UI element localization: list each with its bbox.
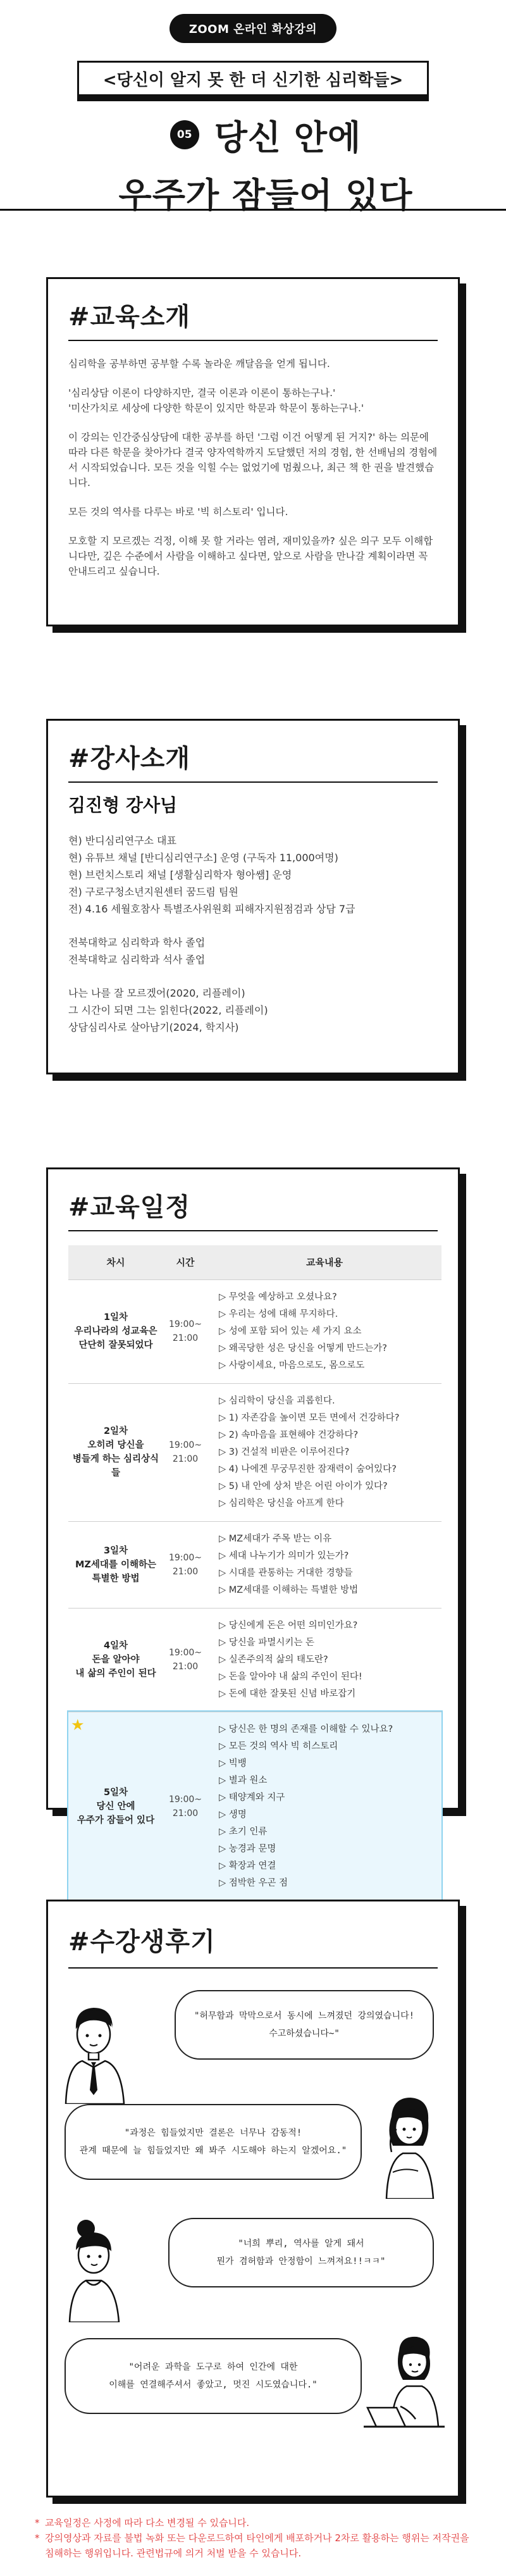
schedule-header-row [68, 1245, 441, 1279]
session-title-line: 돈을 알아야 [92, 1655, 140, 1665]
session-title-line: 병들게 하는 심리상식들 [72, 1454, 159, 1478]
session-title [68, 1712, 163, 1901]
book-item: 그 시간이 되면 그는 읽힌다(2022, 리플레이) [68, 1004, 268, 1016]
review-line: 관계 때문에 늘 힘들었지만 왜 봐주 시도해야 하는지 알겠어요." [79, 2146, 347, 2156]
hero-divider [0, 209, 506, 211]
schedule-row [68, 1521, 441, 1608]
session-content-item: ▷ 확장과 연결 [219, 1860, 276, 1871]
intro-paragraph: 모호할 지 모르겠는 걱정, 이해 못 할 거라는 염려, 재미있을까? 싶은 의구 모두 이해합니다만, 깊은 수준에서 사람을 이해하고 싶다면, 앞으로 사람을 만나갈 계획이라면 꼭 안내드리고 싶습니다. [68, 535, 433, 577]
session-content-item: ▷ MZ세대를 이해하는 특별한 방법 [219, 1584, 359, 1595]
books-list [68, 985, 438, 1036]
student-woman-bun-illustration [54, 2215, 137, 2322]
instructor-name: 김진형 강사님 [68, 795, 178, 816]
session-content-item: ▷ 당신을 파멸시키는 돈 [219, 1637, 315, 1648]
session-content-item: ▷ 당신에게 돈은 어떤 의미인가요? [219, 1620, 358, 1631]
review-bubble [65, 2104, 362, 2180]
star-icon: ★ [71, 1715, 85, 1734]
session-time-line: 19:00~ [168, 1552, 202, 1563]
session-title-line: 단단히 잘못되었다 [78, 1340, 153, 1350]
session-content-item: ▷ 우리는 성에 대해 무지하다. [219, 1309, 338, 1319]
session-title-line: 5일차 [103, 1787, 128, 1798]
session-contents [207, 1712, 441, 1901]
schedule-row [68, 1279, 441, 1383]
session-content-item: ▷ 왜곡당한 성은 당신을 어떻게 만드는가? [219, 1343, 388, 1353]
session-title-line: 우주가 잠들어 있다 [77, 1815, 155, 1826]
schedule-row [68, 1608, 441, 1712]
session-content-item: ▷ 돈에 대한 잘못된 신념 바로잡기 [219, 1688, 356, 1699]
review-bubble [175, 1990, 434, 2060]
session-title-line: 1일차 [103, 1312, 128, 1322]
session-content-item: ▷ 심리학은 당신을 아프게 한다 [219, 1498, 344, 1509]
intro-paragraph: 모든 것의 역사를 다루는 바로 '빅 히스토리' 입니다. [68, 506, 288, 518]
review-line: 이해를 연결해주셔서 좋았고, 멋진 시도였습니다." [109, 2380, 318, 2390]
title-line-2: 우주가 잠들어 있다 [118, 175, 413, 215]
career-item: 현) 유튜브 채널 [반디심리연구소] 운영 (구독자 11,000여명) [68, 852, 338, 864]
session-title-line: 2일차 [103, 1426, 128, 1436]
session-content-item: ▷ 1) 자존감을 높이면 모든 면에서 건강하다? [219, 1412, 400, 1423]
schedule-card [46, 1167, 460, 1888]
education-item: 전북대학교 심리학과 학사 졸업 [68, 936, 206, 949]
career-item: 전) 4.16 세월호참사 특별조사위원회 피해자지원점검과 상담 7급 [68, 903, 355, 915]
session-content-item: ▷ 사랑이세요, 마음으로도, 몸으로도 [219, 1360, 365, 1371]
session-contents [207, 1383, 441, 1521]
session-content-item: ▷ 세대 나누기가 의미가 있는가? [219, 1550, 349, 1561]
hero-section [0, 0, 506, 215]
book-item: 상담심리사로 살아남기(2024, 학지사) [68, 1021, 239, 1033]
schedule-row [68, 1383, 441, 1521]
review-line: "허무함과 막막으로서 동시에 느껴졌던 강의였습니다! [194, 2011, 415, 2021]
schedule-divider [68, 1230, 438, 1231]
session-content-item: ▷ 태양계와 지구 [219, 1792, 285, 1803]
session-content-item: ▷ 점박한 우곤 점 [219, 1877, 288, 1888]
session-time-line: 21:00 [172, 1566, 199, 1577]
course-intro-card [46, 277, 460, 626]
session-content-item: ▷ 성에 포함 되어 있는 세 가지 요소 [219, 1326, 362, 1336]
book-item: 나는 나를 잘 모르겠어(2020, 리플레이) [68, 987, 245, 999]
review-line: 뭔가 겸허함과 안정함이 느껴져요!!ㅋㅋ" [216, 2256, 386, 2267]
session-content-item: ▷ 돈을 알아야 내 삶의 주인이 된다! [219, 1671, 362, 1682]
session-title-line: 내 삶의 주인이 된다 [75, 1669, 156, 1679]
session-contents [207, 1279, 441, 1383]
instructor-divider [68, 781, 438, 783]
session-time-line: 21:00 [172, 1808, 199, 1819]
title-line-1: 당신 안에 [214, 117, 362, 158]
student-laptop-illustration [361, 2332, 450, 2439]
intro-divider [68, 340, 438, 341]
session-content-item: ▷ 4) 나에겐 무궁무진한 잠재력이 숨어있다? [219, 1464, 397, 1474]
schedule-row [68, 1712, 441, 1901]
notice-footnotes [35, 2515, 478, 2561]
session-time [163, 1712, 207, 1901]
session-title-line: MZ세대를 이해하는 [75, 1559, 157, 1570]
reviews-heading: #수강생후기 [68, 1927, 216, 1957]
session-title-line: 당신 안에 [96, 1801, 135, 1812]
session-contents [207, 1521, 441, 1608]
session-time [163, 1608, 207, 1712]
session-time-line: 21:00 [172, 1454, 199, 1464]
student-man-illustration [57, 1996, 133, 2104]
instructor-card [46, 719, 460, 1074]
page-title [95, 113, 436, 217]
column-header-time: 시간 [163, 1245, 207, 1279]
session-title [68, 1383, 163, 1521]
career-item: 현) 반디심리연구소 대표 [68, 835, 176, 847]
session-time-line: 19:00~ [168, 1319, 202, 1329]
review-bubble [65, 2338, 362, 2414]
review-line: 수고하셨습니다~" [269, 2029, 340, 2039]
review-bubble [168, 2218, 434, 2287]
education-list [68, 934, 438, 968]
review-line: "과정은 힘들었지만 결론은 너무나 감동적! [124, 2128, 302, 2138]
session-content-item: ▷ MZ세대가 주목 받는 이유 [219, 1533, 332, 1544]
session-content-item: ▷ 3) 건설적 비판은 이루어진다? [219, 1447, 350, 1457]
session-title-line: 오히려 당신을 [87, 1440, 144, 1450]
student-woman-illustration [367, 2091, 450, 2199]
session-time-line: 19:00~ [168, 1440, 202, 1450]
session-content-item: ▷ 별과 원소 [219, 1775, 268, 1786]
session-time-line: 19:00~ [168, 1794, 202, 1805]
session-time [163, 1521, 207, 1608]
review-line: "어려운 과학을 도구로 하여 인간에 대한 [128, 2362, 298, 2372]
session-content-item: ▷ 농경과 문명 [219, 1843, 276, 1854]
session-content-item: ▷ 심리학이 당신을 괴롭힌다. [219, 1395, 335, 1406]
session-title [68, 1608, 163, 1712]
instructor-heading: #강사소개 [68, 744, 191, 773]
session-time [163, 1279, 207, 1383]
notice-item: * 교육일정은 사정에 따라 다소 변경될 수 있습니다. [35, 2517, 250, 2529]
session-content-item: ▷ 무엇을 예상하고 오셨나요? [219, 1291, 337, 1302]
course-type-pill: ZOOM 온라인 화상강의 [170, 14, 336, 43]
session-title-line: 3일차 [103, 1545, 128, 1556]
intro-quote: '미산가치로 세상에 다양한 학문이 있지만 학문과 학문이 통하는구나.' [68, 402, 364, 414]
column-header-content: 교육내용 [207, 1245, 441, 1279]
session-content-item: ▷ 2) 속마음을 표현해야 건강하다? [219, 1429, 359, 1440]
session-time-line: 21:00 [172, 1333, 199, 1343]
episode-number-badge: 05 [170, 120, 199, 149]
reviews-card [46, 1900, 460, 2498]
session-title [68, 1521, 163, 1608]
intro-quote: '심리상담 이론이 다양하지만, 결국 이론과 이론이 통하는구나.' [68, 387, 336, 399]
schedule-heading: #교육일정 [68, 1193, 191, 1222]
session-content-item: ▷ 당신은 한 명의 존재를 이해할 수 있나요? [219, 1724, 393, 1734]
career-item: 전) 구로구청소년지원센터 꿈드림 팀원 [68, 886, 238, 898]
career-list [68, 832, 438, 918]
session-title-line: 4일차 [103, 1641, 128, 1651]
reviews-divider [68, 1967, 438, 1969]
session-contents [207, 1608, 441, 1712]
session-content-item: ▷ 생명 [219, 1809, 247, 1820]
session-time-line: 21:00 [172, 1662, 199, 1672]
session-title [68, 1279, 163, 1383]
session-title-line: 우리나라의 성교육은 [74, 1326, 157, 1336]
intro-quote-block [68, 385, 438, 416]
column-header-session: 차시 [68, 1245, 163, 1279]
intro-paragraph: 이 강의는 인간중심상담에 대한 공부를 하던 '그럼 이건 어떻게 된 거지?' 하는 의문에 따라 다른 학문을 찾아가다 결국 양자역학까지 도달했던 저의 경험, 한 선배님의 경험에서 시작되었습니다. 모든 것을 익힐 수는 없었기에 멈췄으나, 최근 책 한 권을 발견했습니다. [68, 432, 438, 488]
session-time [163, 1383, 207, 1521]
review-line: "너희 뿌리, 역사를 알게 돼서 [238, 2239, 364, 2249]
intro-paragraph: 심리학을 공부하면 공부할 수록 놀라운 깨달음을 얻게 됩니다. [68, 358, 330, 370]
notice-item: * 강의영상과 자료를 불법 녹화 또는 다운로드하여 타인에게 배포하거나 2차로 활용하는 행위는 저작권을 침해하는 행위입니다. 관련법규에 의거 처벌 받을 수 있습니다. [35, 2532, 469, 2559]
schedule-table [68, 1245, 441, 1901]
session-content-item: ▷ 5) 내 안에 상처 받은 어린 아이가 있다? [219, 1481, 388, 1491]
session-content-item: ▷ 실존주의적 삶의 태도란? [219, 1654, 328, 1665]
intro-heading: #교육소개 [68, 302, 191, 332]
session-content-item: ▷ 모든 것의 역사 빅 히스토리 [219, 1741, 338, 1752]
session-title-line: 특별한 방법 [92, 1573, 140, 1584]
education-item: 전북대학교 심리학과 석사 졸업 [68, 954, 206, 966]
session-time-line: 19:00~ [168, 1648, 202, 1658]
session-content-item: ▷ 시대를 관통하는 거대한 경향들 [219, 1567, 353, 1578]
career-item: 현) 브런치스토리 채널 [생활심리학자 형아쌤] 운영 [68, 869, 292, 881]
series-subtitle: <당신이 알지 못 한 더 신기한 심리학들> [77, 61, 429, 96]
session-content-item: ▷ 빅뱅 [219, 1758, 247, 1769]
session-content-item: ▷ 초기 인류 [219, 1826, 268, 1837]
